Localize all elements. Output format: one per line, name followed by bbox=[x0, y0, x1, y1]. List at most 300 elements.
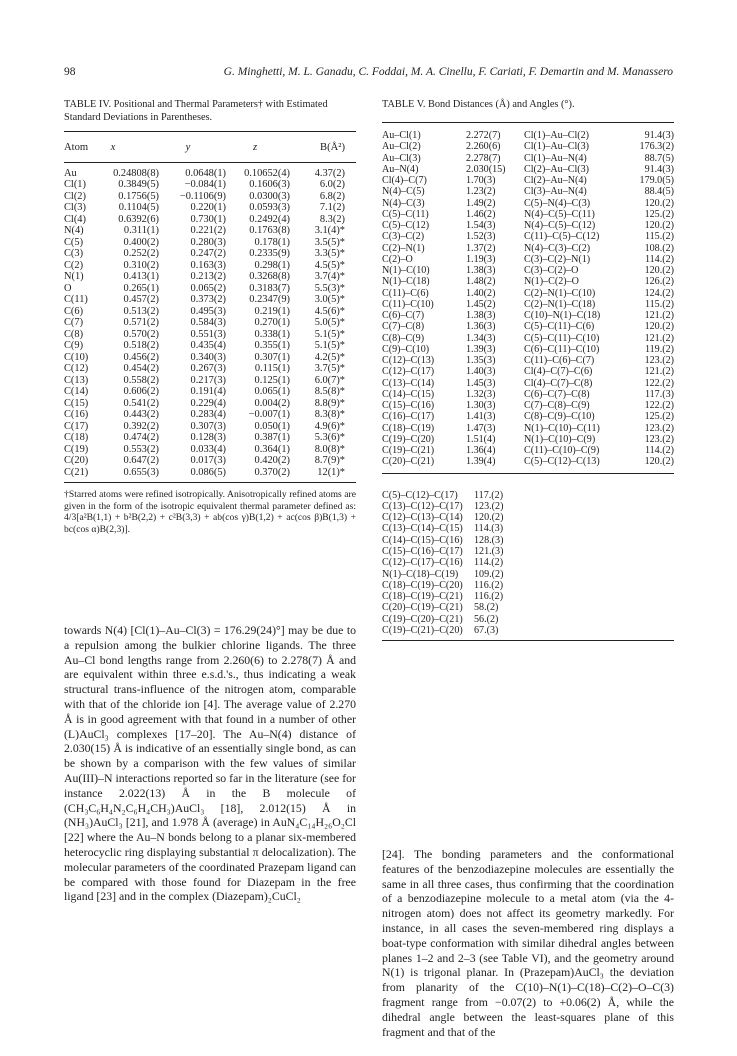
cell-x: 0.454(2) bbox=[123, 363, 159, 375]
cell-y: 0.373(2) bbox=[190, 294, 226, 306]
cell-y: 0.213(2) bbox=[190, 271, 226, 283]
table-rule-mid bbox=[382, 473, 674, 474]
cell-distance: 1.38(3) bbox=[466, 310, 496, 321]
table-row bbox=[64, 225, 356, 237]
cell-angle-value: 114.(2) bbox=[474, 557, 504, 569]
cell-angle-value: 115.(2) bbox=[644, 298, 674, 310]
cell-z: 0.1606(3) bbox=[249, 179, 290, 191]
cell-x: 0.474(2) bbox=[123, 432, 159, 444]
cell-angle: N(1)–C(10)–C(9) bbox=[524, 433, 596, 445]
cell-angle-value: 123.(2) bbox=[644, 422, 674, 434]
table-row bbox=[64, 168, 356, 180]
cell-distance: 1.52(3) bbox=[466, 231, 496, 243]
cell-x: 0.6392(6) bbox=[118, 213, 159, 225]
table-row bbox=[382, 254, 674, 265]
table-row bbox=[382, 220, 674, 231]
cell-atom: C(13) bbox=[64, 374, 89, 386]
table-row bbox=[382, 288, 674, 299]
table-row bbox=[64, 398, 356, 410]
cell-angle-value: 121.(2) bbox=[644, 310, 674, 321]
cell-z: 0.387(1) bbox=[254, 432, 290, 444]
cell-x: 0.252(2) bbox=[123, 248, 159, 260]
cell-atom: C(12) bbox=[64, 363, 89, 375]
table-row bbox=[64, 179, 356, 191]
cell-angle: C(19)–C(20)–C(21) bbox=[382, 613, 463, 625]
table-row bbox=[382, 231, 674, 242]
cell-atom: N(1) bbox=[64, 271, 84, 283]
cell-angle-value: 119.(2) bbox=[644, 343, 674, 355]
table-row bbox=[382, 130, 674, 141]
cell-z: 0.050(1) bbox=[254, 420, 290, 432]
cell-y: 0.217(3) bbox=[190, 374, 226, 386]
cell-bond: Au–Cl(2) bbox=[382, 141, 421, 153]
cell-z: 0.0593(3) bbox=[249, 202, 290, 214]
cell-y: 0.584(3) bbox=[190, 317, 226, 329]
cell-z: 0.307(1) bbox=[254, 351, 290, 363]
cell-distance: 1.23(2) bbox=[466, 186, 496, 198]
cell-b: 5.1(5)* bbox=[314, 328, 345, 340]
cell-b: 8.8(9)* bbox=[314, 397, 345, 409]
cell-x: 0.310(2) bbox=[123, 259, 159, 271]
cell-b: 5.5(3)* bbox=[314, 282, 345, 294]
cell-b: 4.5(5)* bbox=[314, 259, 345, 271]
cell-z: −0.007(1) bbox=[248, 409, 290, 421]
table-row bbox=[382, 321, 674, 332]
cell-angle-value: 128.(3) bbox=[474, 534, 504, 546]
cell-bond: C(20)–C(21) bbox=[382, 456, 435, 468]
cell-angle: C(11)–C(6)–C(7) bbox=[524, 355, 595, 366]
cell-z: 0.338(1) bbox=[254, 328, 290, 340]
table-row bbox=[382, 276, 674, 287]
cell-atom: C(15) bbox=[64, 397, 89, 409]
cell-atom: N(4) bbox=[64, 225, 84, 237]
cell-angle-value: 121.(3) bbox=[474, 545, 504, 557]
cell-x: 0.518(2) bbox=[123, 340, 159, 352]
cell-angle: C(6)–C(11)–C(10) bbox=[524, 343, 600, 355]
table-row bbox=[64, 237, 356, 249]
cell-y: 0.280(3) bbox=[190, 236, 226, 248]
cell-angle-value: 122.(2) bbox=[644, 377, 674, 389]
cell-distance: 1.37(2) bbox=[466, 242, 496, 254]
cell-bond: C(15)–C(16) bbox=[382, 400, 435, 411]
cell-atom: C(6) bbox=[64, 305, 84, 317]
cell-bond: C(6)–C(7) bbox=[382, 310, 425, 321]
cell-angle: Cl(1)–Au–Cl(3) bbox=[524, 141, 590, 153]
cell-distance: 1.51(4) bbox=[466, 433, 496, 445]
col-header-atom: Atom bbox=[64, 141, 89, 153]
cell-y: 0.221(2) bbox=[190, 225, 226, 237]
cell-angle: C(3)–C(2)–O bbox=[524, 265, 579, 276]
table-row bbox=[382, 299, 674, 310]
cell-angle: C(8)–C(9)–C(10) bbox=[524, 411, 595, 423]
cell-b: 5.3(6)* bbox=[314, 432, 345, 444]
cell-atom: C(18) bbox=[64, 432, 89, 444]
cell-atom: C(3) bbox=[64, 248, 84, 260]
cell-x: 0.558(2) bbox=[123, 374, 159, 386]
cell-y: 0.220(1) bbox=[190, 202, 226, 214]
cell-bond: N(4)–C(5) bbox=[382, 186, 425, 198]
cell-angle: C(18)–C(19)–C(20) bbox=[382, 579, 463, 591]
table-rule-top bbox=[382, 122, 674, 123]
table-row bbox=[382, 614, 674, 625]
cell-y: −0.1106(9) bbox=[179, 190, 226, 202]
table-row bbox=[64, 386, 356, 398]
cell-angle: C(2)–N(1)–C(10) bbox=[524, 287, 596, 299]
cell-b: 8.3(8)* bbox=[314, 409, 345, 421]
cell-z: 0.420(2) bbox=[254, 455, 290, 467]
cell-y: −0.084(1) bbox=[184, 179, 226, 191]
table-row bbox=[64, 444, 356, 456]
cell-angle-value: 120.(2) bbox=[644, 197, 674, 209]
cell-distance: 2.030(15) bbox=[466, 163, 506, 175]
table-row bbox=[382, 198, 674, 209]
cell-bond: N(1)–C(10) bbox=[382, 265, 430, 276]
table-row bbox=[64, 432, 356, 444]
cell-angle: C(13)–C(14)–C(15) bbox=[382, 523, 463, 535]
table-v-body bbox=[382, 130, 674, 468]
cell-angle: C(7)–C(8)–C(9) bbox=[524, 400, 590, 411]
cell-angle: Cl(2)–Au–Cl(3) bbox=[524, 163, 590, 175]
cell-angle-value: 120.(2) bbox=[644, 265, 674, 276]
cell-angle-value: 114.(2) bbox=[644, 253, 674, 265]
table-row bbox=[382, 265, 674, 276]
cell-x: 0.1104(5) bbox=[118, 202, 159, 214]
cell-atom: C(2) bbox=[64, 259, 84, 271]
cell-angle: N(1)–C(2)–O bbox=[524, 276, 579, 288]
table-row bbox=[64, 329, 356, 341]
cell-angle-value: 91.4(3) bbox=[644, 130, 674, 141]
cell-b: 3.7(5)* bbox=[314, 363, 345, 375]
table-row bbox=[382, 344, 674, 355]
cell-y: 0.191(4) bbox=[190, 386, 226, 398]
cell-distance: 1.40(2) bbox=[466, 287, 496, 299]
table-row bbox=[64, 467, 356, 479]
cell-atom: C(16) bbox=[64, 409, 89, 421]
cell-angle: C(18)–C(19)–C(21) bbox=[382, 591, 463, 603]
cell-angle-value: 116.(2) bbox=[474, 579, 504, 591]
cell-b: 8.3(2) bbox=[319, 213, 345, 225]
cell-y: 0.017(3) bbox=[190, 455, 226, 467]
table-row bbox=[64, 375, 356, 387]
cell-angle-value: 121.(2) bbox=[644, 366, 674, 378]
cell-angle: C(12)–C(13)–C(14) bbox=[382, 512, 463, 524]
cell-angle: N(4)–C(3)–C(2) bbox=[524, 242, 591, 254]
cell-bond: C(11)–C(10) bbox=[382, 298, 434, 310]
table-row bbox=[64, 352, 356, 364]
cell-distance: 1.40(3) bbox=[466, 366, 496, 378]
page-number: 98 bbox=[64, 66, 76, 78]
cell-x: 0.400(2) bbox=[123, 236, 159, 248]
cell-y: 0.065(2) bbox=[190, 282, 226, 294]
cell-x: 0.655(3) bbox=[123, 466, 159, 478]
table-row bbox=[382, 434, 674, 445]
cell-b: 3.0(5)* bbox=[314, 294, 345, 306]
cell-atom: C(9) bbox=[64, 340, 84, 352]
cell-bond: C(16)–C(17) bbox=[382, 411, 435, 423]
cell-distance: 1.35(3) bbox=[466, 355, 496, 366]
col-header-z: z bbox=[252, 141, 258, 153]
table-v-extra-angles bbox=[382, 480, 674, 637]
cell-atom: C(17) bbox=[64, 420, 89, 432]
table-row bbox=[382, 400, 674, 411]
cell-z: 0.178(1) bbox=[254, 236, 290, 248]
cell-angle: C(2)–N(1)–C(18) bbox=[524, 298, 596, 310]
cell-bond: C(7)–C(8) bbox=[382, 321, 425, 333]
cell-angle-value: 114.(3) bbox=[474, 523, 504, 535]
cell-angle: C(14)–C(15)–C(16) bbox=[382, 534, 463, 546]
table-row bbox=[64, 214, 356, 226]
cell-b: 3.5(5)* bbox=[314, 236, 345, 248]
table-row bbox=[382, 546, 674, 557]
cell-bond: Au–Cl(3) bbox=[382, 152, 421, 164]
table-row bbox=[64, 283, 356, 295]
cell-angle-value: 125.(2) bbox=[644, 208, 674, 220]
cell-bond: C(2)–N(1) bbox=[382, 242, 425, 254]
table-iv-body bbox=[64, 168, 356, 479]
cell-distance: 1.39(4) bbox=[466, 456, 496, 468]
cell-b: 5.1(5)* bbox=[314, 340, 345, 352]
cell-bond: C(19)–C(20) bbox=[382, 433, 435, 445]
cell-atom: Cl(3) bbox=[64, 202, 86, 214]
cell-angle-value: 179.0(5) bbox=[639, 175, 674, 186]
cell-distance: 1.46(2) bbox=[466, 208, 496, 220]
cell-atom: C(11) bbox=[64, 294, 88, 306]
cell-b: 4.37(2) bbox=[314, 167, 345, 179]
cell-angle-value: 120.(2) bbox=[644, 321, 674, 333]
cell-angle: N(1)–C(18)–C(19) bbox=[382, 568, 459, 580]
table-row bbox=[382, 378, 674, 389]
cell-angle-value: 120.(2) bbox=[644, 456, 674, 468]
cell-angle-value: 114.(2) bbox=[644, 445, 674, 456]
cell-z: 0.2347(9) bbox=[249, 294, 290, 306]
table-rule-header bbox=[64, 162, 356, 163]
table-row bbox=[382, 186, 674, 197]
cell-angle-value: 109.(2) bbox=[474, 568, 504, 580]
cell-b: 8.0(8)* bbox=[314, 443, 345, 455]
table-row bbox=[382, 209, 674, 220]
cell-atom: C(19) bbox=[64, 443, 89, 455]
table-row bbox=[382, 445, 674, 456]
cell-z: 0.0300(3) bbox=[249, 190, 290, 202]
cell-angle: Cl(4)–C(7)–C(8) bbox=[524, 377, 593, 389]
cell-angle-value: 121.(2) bbox=[644, 332, 674, 344]
table-row bbox=[382, 423, 674, 434]
cell-b: 4.9(6)* bbox=[314, 420, 345, 432]
cell-b: 3.3(5)* bbox=[314, 248, 345, 260]
cell-angle-value: 126.(2) bbox=[644, 276, 674, 288]
cell-x: 0.457(2) bbox=[123, 294, 159, 306]
cell-z: 0.2335(9) bbox=[249, 248, 290, 260]
cell-angle-value: 67.(3) bbox=[474, 625, 499, 637]
cell-distance: 1.36(4) bbox=[466, 445, 496, 456]
cell-bond: N(1)–C(18) bbox=[382, 276, 430, 288]
table-row bbox=[382, 569, 674, 580]
cell-angle: C(13)–C(12)–C(17) bbox=[382, 500, 463, 512]
cell-angle: C(15)–C(16)–C(17) bbox=[382, 545, 463, 557]
cell-distance: 2.260(6) bbox=[466, 141, 501, 153]
cell-b: 4.2(5)* bbox=[314, 351, 345, 363]
cell-angle-value: 88.7(5) bbox=[644, 152, 674, 164]
cell-z: 0.298(1) bbox=[254, 259, 290, 271]
cell-bond: C(14)–C(15) bbox=[382, 388, 435, 400]
cell-b: 5.0(5)* bbox=[314, 317, 345, 329]
cell-b: 6.8(2) bbox=[319, 190, 345, 202]
table-row bbox=[382, 512, 674, 523]
cell-distance: 1.54(3) bbox=[466, 220, 496, 231]
cell-angle: C(5)–C(12)–C(17) bbox=[382, 489, 458, 501]
cell-atom: Cl(4) bbox=[64, 213, 86, 225]
table-rule-top bbox=[64, 131, 356, 132]
table-row bbox=[382, 523, 674, 534]
table-row bbox=[382, 602, 674, 613]
cell-atom: C(10) bbox=[64, 351, 89, 363]
cell-bond: C(13)–C(14) bbox=[382, 377, 435, 389]
cell-y: 0.340(3) bbox=[190, 351, 226, 363]
cell-angle-value: 125.(2) bbox=[644, 411, 674, 423]
cell-angle-value: 116.(2) bbox=[474, 591, 504, 603]
cell-b: 6.0(2) bbox=[319, 179, 345, 191]
cell-y: 0.086(5) bbox=[190, 466, 226, 478]
table-row bbox=[382, 557, 674, 568]
cell-b: 4.5(6)* bbox=[314, 305, 345, 317]
table-row bbox=[64, 421, 356, 433]
cell-angle: C(5)–C(11)–C(10) bbox=[524, 332, 600, 344]
cell-bond: C(19)–C(21) bbox=[382, 445, 435, 456]
cell-x: 0.456(2) bbox=[123, 351, 159, 363]
cell-angle-value: 123.(2) bbox=[644, 355, 674, 366]
table-row bbox=[64, 248, 356, 260]
cell-distance: 1.32(3) bbox=[466, 388, 496, 400]
cell-angle-value: 176.3(2) bbox=[639, 141, 674, 153]
cell-y: 0.551(3) bbox=[190, 328, 226, 340]
cell-z: 0.219(1) bbox=[254, 305, 290, 317]
cell-z: 0.270(1) bbox=[254, 317, 290, 329]
table-row bbox=[382, 411, 674, 422]
cell-distance: 1.38(3) bbox=[466, 265, 496, 276]
cell-angle: Cl(1)–Au–Cl(2) bbox=[524, 130, 590, 141]
cell-b: 12(1)* bbox=[317, 466, 345, 478]
cell-angle-value: 122.(2) bbox=[644, 400, 674, 411]
cell-distance: 1.47(3) bbox=[466, 422, 496, 434]
cell-x: 0.443(2) bbox=[123, 409, 159, 421]
cell-distance: 2.272(7) bbox=[466, 130, 501, 141]
cell-z: 0.355(1) bbox=[254, 340, 290, 352]
cell-angle-value: 120.(2) bbox=[474, 512, 504, 524]
cell-angle: C(5)–C(11)–C(6) bbox=[524, 321, 595, 333]
table-row bbox=[382, 310, 674, 321]
cell-distance: 1.49(2) bbox=[466, 197, 496, 209]
cell-angle: Cl(3)–Au–N(4) bbox=[524, 186, 587, 198]
cell-angle-value: 123.(2) bbox=[474, 500, 504, 512]
table-iv bbox=[64, 98, 356, 535]
cell-angle: C(19)–C(21)–C(20) bbox=[382, 625, 463, 637]
cell-x: 0.571(2) bbox=[123, 317, 159, 329]
cell-x: 0.265(1) bbox=[123, 282, 159, 294]
paragraph: [24]. The bonding parameters and the conformational features of the benzodiazepine molecules are essentially the same in all three cases, thus confirming that the coordination of a benzodiazepine molecule to a metal atom (via the 4-nitrogen atom) does not affect its geometry markedly. For instance, in all cases the seven-membered ring displays a boat-type conformation with similar dihedral angles between planes 1–2 and 2–3 (see Table VI), and the geometry around N(1) is trigonal planar. In (Prazepam)AuCl₃ the deviation from planarity of the C(10)–N(1)–C(18)–C(2)–O–C(3) fragment range from −0.07(2) to +0.06(2) Å, while the dihedral angle between the least-squares plane of this fragment and that of the bbox=[382, 847, 674, 1039]
cell-z: 0.004(2) bbox=[254, 397, 290, 409]
left-column-text bbox=[64, 623, 356, 904]
table-row bbox=[382, 153, 674, 164]
cell-atom: Cl(2) bbox=[64, 190, 86, 202]
table-row bbox=[64, 271, 356, 283]
cell-angle: C(6)–C(7)–C(8) bbox=[524, 388, 590, 400]
cell-angle: C(12)–C(17)–C(16) bbox=[382, 557, 463, 569]
cell-distance: 1.41(3) bbox=[466, 411, 496, 423]
cell-z: 0.125(1) bbox=[254, 374, 290, 386]
running-head: G. Minghetti, M. L. Ganadu, C. Foddai, M. A. Cinellu, F. Cariati, F. Demartin and M. Manassero bbox=[223, 66, 673, 78]
cell-x: 0.3849(5) bbox=[118, 179, 159, 191]
cell-y: 0.247(2) bbox=[190, 248, 226, 260]
cell-atom: Cl(1) bbox=[64, 179, 86, 191]
cell-atom: C(5) bbox=[64, 236, 84, 248]
cell-z: 0.2492(4) bbox=[249, 213, 290, 225]
cell-x: 0.24808(8) bbox=[113, 167, 159, 179]
cell-bond: C(5)–C(12) bbox=[382, 220, 430, 231]
table-iv-footnote: †Starred atoms were refined isotropically. Anisotropically refined atoms are given in the form of the isotropic equivalent thermal parameter defined as: 4/3[a²B(1,1) + b²B(2,2) + c²B(3,3) + ab(cos γ)B(1,2) + ac(cos β)B(1,3) + bc(cos α)B(2,3)]. bbox=[64, 489, 356, 535]
cell-x: 0.647(2) bbox=[123, 455, 159, 467]
cell-bond: C(2)–O bbox=[382, 253, 413, 265]
cell-angle: N(1)–C(10)–C(11) bbox=[524, 422, 600, 434]
table-v bbox=[382, 98, 674, 641]
table-row bbox=[382, 333, 674, 344]
table-row bbox=[64, 363, 356, 375]
cell-angle: C(11)–C(10)–C(9) bbox=[524, 445, 600, 456]
cell-x: 0.553(2) bbox=[123, 443, 159, 455]
cell-distance: 1.45(2) bbox=[466, 298, 496, 310]
cell-atom: C(21) bbox=[64, 466, 89, 478]
cell-y: 0.283(4) bbox=[190, 409, 226, 421]
cell-atom: Au bbox=[64, 167, 77, 179]
table-rule-bottom bbox=[64, 482, 356, 483]
cell-angle: C(5)–N(4)–C(3) bbox=[524, 197, 591, 209]
table-row bbox=[64, 191, 356, 203]
cell-angle: N(4)–C(5)–C(11) bbox=[524, 208, 595, 220]
cell-z: 0.3183(7) bbox=[249, 282, 290, 294]
table-row bbox=[382, 625, 674, 636]
table-row bbox=[382, 456, 674, 467]
col-header-b: B(Å²) bbox=[320, 141, 345, 153]
cell-x: 0.413(1) bbox=[123, 271, 159, 283]
cell-bond: C(5)–C(11) bbox=[382, 208, 429, 220]
page-header bbox=[64, 66, 673, 82]
table-iv-header-row bbox=[64, 142, 356, 156]
cell-angle-value: 117.(2) bbox=[474, 489, 504, 501]
cell-b: 8.7(9)* bbox=[314, 455, 345, 467]
table-row bbox=[64, 306, 356, 318]
cell-angle-value: 91.4(3) bbox=[644, 163, 674, 175]
cell-bond: Au–Cl(1) bbox=[382, 130, 421, 141]
cell-atom: C(7) bbox=[64, 317, 84, 329]
cell-angle-value: 123.(2) bbox=[644, 433, 674, 445]
cell-x: 0.513(2) bbox=[123, 305, 159, 317]
table-row bbox=[64, 409, 356, 421]
cell-y: 0.307(3) bbox=[190, 420, 226, 432]
cell-b: 3.1(4)* bbox=[314, 225, 345, 237]
cell-atom: C(8) bbox=[64, 328, 84, 340]
cell-angle: Cl(4)–C(7)–C(6) bbox=[524, 366, 593, 378]
table-row bbox=[382, 141, 674, 152]
cell-angle: C(10)–N(1)–C(18) bbox=[524, 310, 601, 321]
cell-angle-value: 58.(2) bbox=[474, 602, 499, 614]
cell-distance: 1.19(3) bbox=[466, 253, 496, 265]
cell-z: 0.1763(8) bbox=[249, 225, 290, 237]
table-row bbox=[382, 366, 674, 377]
cell-x: 0.570(2) bbox=[123, 328, 159, 340]
cell-angle: Cl(2)–Au–N(4) bbox=[524, 175, 587, 186]
cell-bond: C(12)–C(17) bbox=[382, 366, 435, 378]
cell-b: 8.5(8)* bbox=[314, 386, 345, 398]
table-row bbox=[64, 455, 356, 467]
